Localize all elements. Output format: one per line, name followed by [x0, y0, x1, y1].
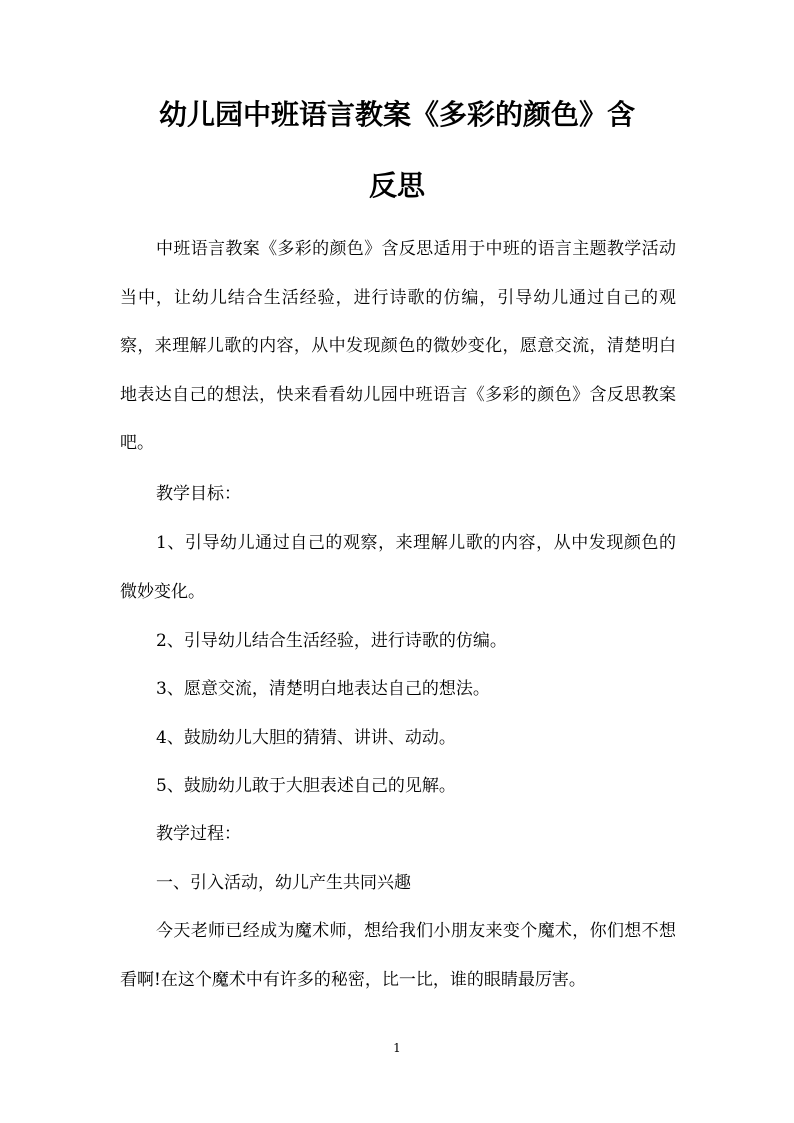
goal-item-2: 2、引导幼儿结合生活经验，进行诗歌的仿编。 [156, 631, 507, 651]
process-step-1-heading: 一、引入活动，幼儿产生共同兴趣 [156, 873, 411, 893]
goal-item-3: 3、愿意交流，清楚明白地表达自己的想法。 [156, 679, 490, 699]
teaching-process-heading: 教学过程： [156, 824, 241, 844]
goal-item-5: 5、鼓励幼儿敢于大胆表述自己的见解。 [156, 776, 456, 796]
document-title-line-2: 反思 [368, 169, 425, 202]
process-step-1-paragraph: 今天老师已经成为魔术师，想给我们小朋友来变个魔术，你们想不想看啊!在这个魔术中有许多的秘密，比一比，谁的眼睛最厉害。 [120, 921, 676, 990]
document-title-line-1: 幼儿园中班语言教案《多彩的颜色》含 [158, 98, 635, 131]
goal-item-4: 4、鼓励幼儿大胆的猜猜、讲讲、动动。 [156, 728, 456, 748]
goal-item-1: 1、引导幼儿通过自己的观察，来理解儿歌的内容，从中发现颜色的微妙变化。 [120, 533, 676, 602]
teaching-goals-heading: 教学目标： [156, 484, 241, 504]
intro-paragraph: 中班语言教案《多彩的颜色》含反思适用于中班的语言主题教学活动当中，让幼儿结合生活经验，进行诗歌的仿编，引导幼儿通过自己的观察，来理解儿歌的内容，从中发现颜色的微妙变化，愿意交流，清楚明白地表达自己的想法，快来看看幼儿园中班语言《多彩的颜色》含反思教案吧。 [120, 239, 676, 453]
page-number: 1 [393, 1041, 401, 1055]
